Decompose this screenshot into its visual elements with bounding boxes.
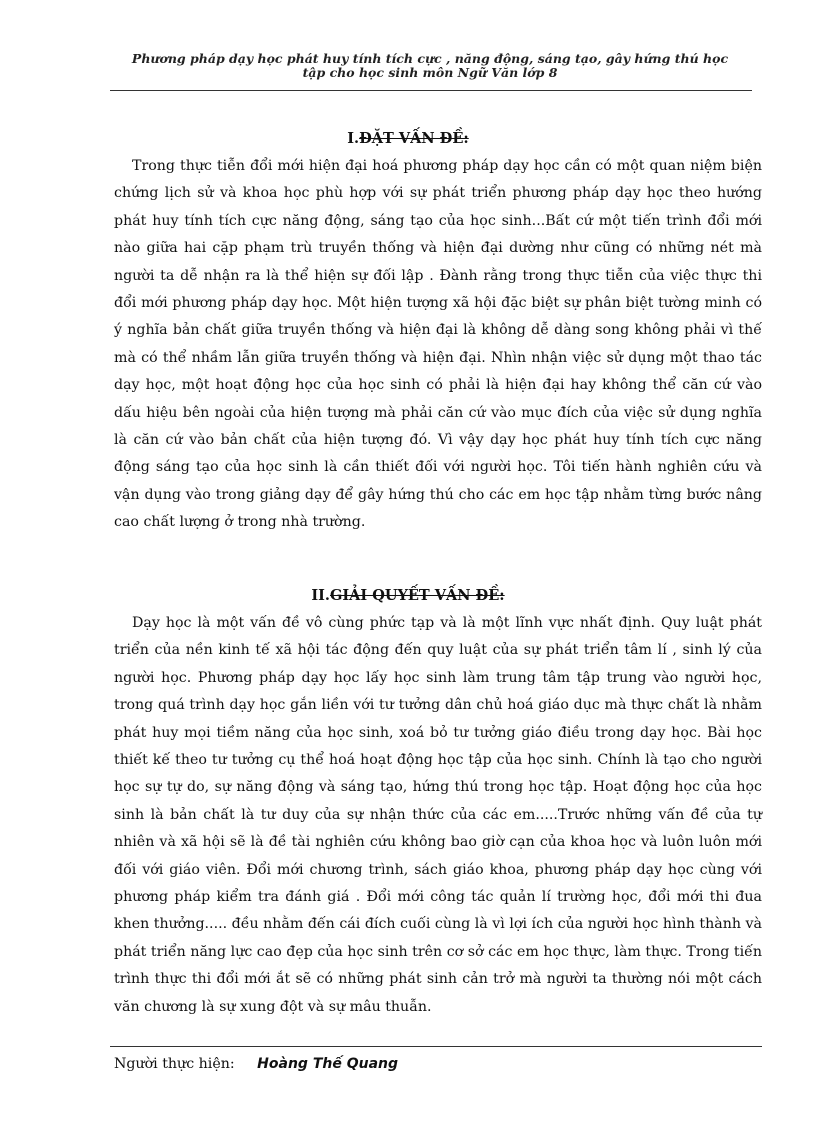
footer-author: Hoàng Thế Quang [257,1056,399,1072]
section-2-paragraph: Dạy học là một vấn đề vô cùng phức tạp và là một lĩnh vực nhất định. Quy luật phát triển của nền kinh tế xã hội tác động đến quy luật của sự phát triển tâm lí , sinh lý của người học. Phương pháp dạy học lấy học sinh làm trung tâm tập trung vào người học, trong quá trình dạy học gắn liền với tư tưởng dân chủ hoá giáo dục mà thực chất là nhằm phát huy mọi tiềm năng của học sinh, xoá bỏ tư tưởng giáo điều trong dạy học. Bài học thiết kế theo tư tưởng cụ thể hoá hoạt động học tập của học sinh. Chính là tạo cho người học sự tự do, sự năng động và sáng tạo, hứng thú trong học tập. Hoạt động học của học sinh là bản chất là tư duy của sự nhận thức của các em.....Trước những vấn đề của tự nhiên và xã hội sẽ là đề tài nghiên cứu không bao giờ cạn của khoa học và luôn luôn mới đối với giáo viên. Đổi mới chương trình, sách giáo khoa, phương pháp dạy học cùng với phương pháp kiểm tra đánh giá . Đổi mới công tác quản lí trường học, đổi mới thi đua khen thưởng..... đều nhằm đến cái đích cuối cùng là vì lợi ích của người học hình thành và phát triển năng lực cao đẹp của học sinh trên cơ sở các em học thực, làm thực. Trong tiến trình thực thi đổi mới ắt sẽ có những phát sinh cản trở mà người ta thường nói một cách văn chương là sự xung đột và sự mâu thuẫn. [114,615,762,1015]
running-header-line-1: Phương pháp dạy học phát huy tính tích cực , năng động, sáng tạo, gây hứng thú học [131,51,729,66]
footer-label: Người thực hiện: [114,1056,235,1072]
header-divider [110,90,752,91]
section-heading-1-title: ĐẶT VẤN ĐỀ: [359,130,469,147]
section-heading-2 [0,587,816,604]
running-header [110,52,750,80]
page-footer [114,1056,398,1072]
footer-divider [110,1046,762,1047]
running-header-line-2: tập cho học sinh môn Ngữ Văn lớp 8 [302,65,558,80]
section-heading-2-prefix: II. [311,587,330,604]
section-heading-1-prefix: I. [347,130,360,147]
section-1-paragraph: Trong thực tiễn đổi mới hiện đại hoá phương pháp dạy học cần có một quan niệm biện chứng lịch sử và khoa học phù hợp với sự phát triển phương pháp dạy học theo hướng phát huy tính tích cực năng động, sáng tạo của học sinh...Bất cứ một tiến trình đổi mới nào giữa hai cặp phạm trù truyền thống và hiện đại dường như cũng có những nét mà người ta dễ nhận ra là thể hiện sự đối lập . Đành rằng trong thực tiễn của việc thực thi đổi mới phương pháp dạy học. Một hiện tượng xã hội đặc biệt sự phân biệt tường minh có ý nghĩa bản chất giữa truyền thống và hiện đại là không dễ dàng song không phải vì thế mà có thể nhầm lẫn giữa truyền thống và hiện đại. Nhìn nhận việc sử dụng một thao tác dạy học, một hoạt động học của học sinh có phải là hiện đại hay không thể căn cứ vào dấu hiệu bên ngoài của hiện tượng mà phải căn cứ vào mục đích của việc sử dụng nghĩa là căn cứ vào bản chất của hiện tượng đó. Vì vậy dạy học phát huy tính tích cực năng động sáng tạo của học sinh là cần thiết đối với người học. Tôi tiến hành nghiên cứu và vận dụng vào trong giảng dạy để gây hứng thú cho các em học tập nhằm từng bước nâng cao chất lượng ở trong nhà trường. [114,158,762,531]
section-heading-2-title: GIẢI QUYẾT VẤN ĐỀ: [329,587,505,604]
section-heading-1 [0,130,816,147]
